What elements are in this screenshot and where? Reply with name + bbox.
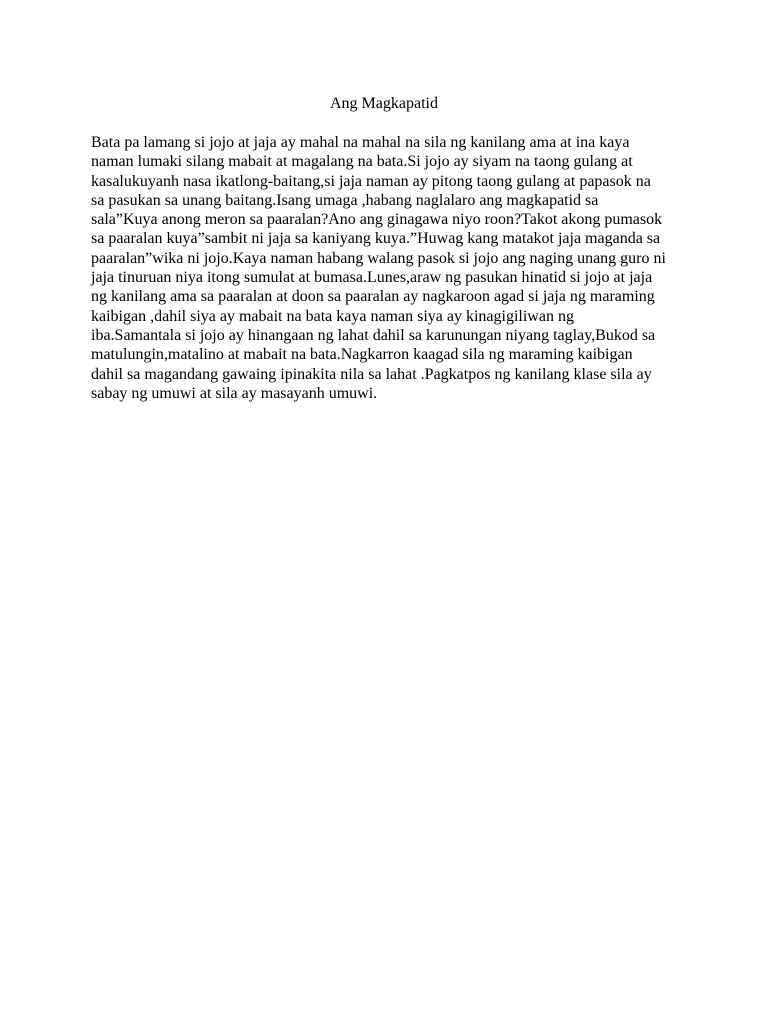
body-line: kasalukuyanh nasa ikatlong-baitang,si jaja naman ay pitong taong gulang at papasok na bbox=[91, 172, 651, 190]
body-line: ng kanilang ama sa paaralan at doon sa paaralan ay nagkaroon agad si jaja ng maraming bbox=[91, 288, 655, 306]
body-line: iba.Samantala si jojo ay hinangaan ng lahat dahil sa karunungan niyang taglay,Bukod sa bbox=[91, 326, 656, 344]
body-line: sala”Kuya anong meron sa paaralan?Ano ang ginagawa niyo roon?Takot akong pumasok bbox=[91, 211, 663, 229]
document-title: Ang Magkapatid bbox=[330, 95, 438, 112]
body-line: dahil sa magandang gawaing ipinakita nila sa lahat .Pagkatpos ng kanilang klase sila ay bbox=[91, 365, 652, 383]
body-line: paaralan”wika ni jojo.Kaya naman habang walang pasok si jojo ang naging unang guro ni bbox=[91, 249, 666, 267]
body-line: kaibigan ,dahil siya ay mabait na bata kaya naman siya ay kinagigiliwan ng bbox=[91, 307, 574, 325]
body-line: sa paaralan kuya”sambit ni jaja sa kaniyang kuya.”Huwag kang matakot jaja maganda sa bbox=[91, 230, 661, 248]
body-line: sabay ng umuwi at sila ay masayanh umuwi. bbox=[91, 384, 378, 402]
body-line: sa pasukan sa unang baitang.Isang umaga ,habang naglalaro ang magkapatid sa bbox=[91, 191, 599, 209]
body-line: Bata pa lamang si jojo at jaja ay mahal na mahal na sila ng kanilang ama at ina kaya bbox=[91, 134, 630, 151]
body-line: jaja tinuruan niya itong sumulat at bumasa.Lunes,araw ng pasukan hinatid si jojo at jaja bbox=[91, 269, 653, 287]
body-line: naman lumaki silang mabait at magalang na bata.Si jojo ay siyam na taong gulang at bbox=[91, 153, 633, 171]
document-body bbox=[91, 133, 666, 403]
body-line: matulungin,matalino at mabait na bata.Nagkarron kaagad sila ng maraming kaibigan bbox=[91, 346, 633, 364]
